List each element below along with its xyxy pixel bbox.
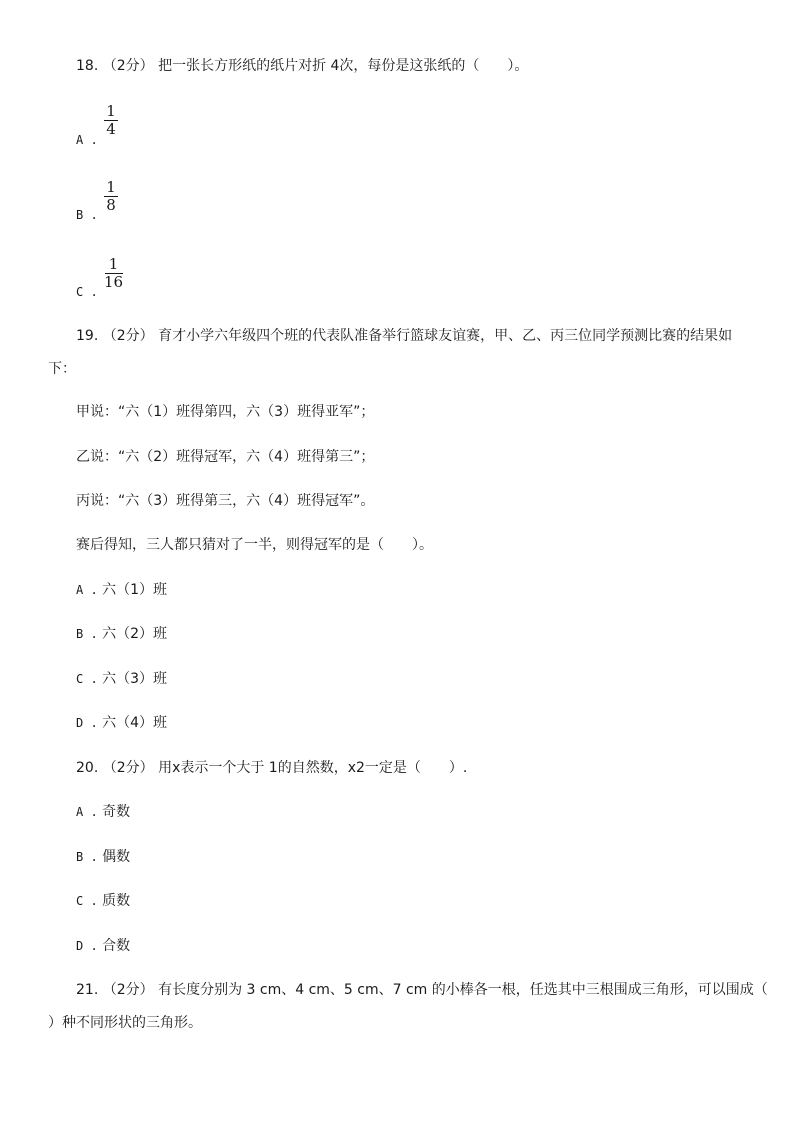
q19-statement-2: 乙说：“六（2）班得冠军，六（4）班得第三”； (76, 449, 375, 465)
option-text: 偶数 (102, 849, 131, 865)
q18-option-a-label (76, 131, 98, 149)
option-text: 奇数 (102, 804, 131, 820)
option-key: D . (76, 939, 98, 953)
q19-question: 赛后得知，三人都只猜对了一半，则得冠军的是（ ）。 (76, 537, 433, 553)
q19-stem-line1: 19. （2分） 育才小学六年级四个班的代表队准备举行篮球友谊赛，甲、乙、丙三位同学预测比赛的结果如 (76, 328, 733, 344)
q19-stem-line2: 下： (48, 361, 76, 377)
option-key: C . (76, 672, 98, 686)
q20-option-a (76, 803, 130, 821)
q20-option-b (76, 848, 130, 866)
option-text: 六（2）班 (102, 626, 168, 642)
option-text: 六（1）班 (102, 582, 168, 598)
q19-statement-1: 甲说：“六（1）班得第四，六（3）班得亚军”； (76, 404, 375, 420)
option-text: 合数 (102, 938, 131, 954)
option-key: B . (76, 627, 98, 641)
fraction-numerator: 1 (108, 255, 119, 273)
q19-option-a (76, 581, 167, 599)
option-key: B . (76, 208, 98, 222)
option-text: 六（4）班 (102, 715, 168, 731)
q18-option-c-fraction (104, 257, 123, 290)
option-key: B . (76, 850, 98, 864)
option-key: A . (76, 133, 98, 147)
q18-option-a-fraction (104, 104, 118, 137)
q18-option-b-fraction (104, 180, 118, 213)
q20-stem: 20. （2分） 用x表示一个大于 1的自然数，x2一定是（ ）. (76, 760, 468, 776)
q18-option-b-label (76, 206, 98, 224)
option-key: D . (76, 716, 98, 730)
q19-option-d (76, 714, 167, 732)
q19-statement-3: 丙说：“六（3）班得第三，六（4）班得冠军”。 (76, 493, 375, 509)
q21-stem-line2: ）种不同形状的三角形。 (48, 1015, 202, 1031)
fraction-numerator: 1 (106, 102, 116, 120)
q19-option-b (76, 625, 167, 643)
q21-stem-line1: 21. （2分） 有长度分别为 3 cm、4 cm、5 cm、7 cm 的小棒各一根，任选其中三根围成三角形，可以围成（ (76, 982, 768, 998)
option-key: C . (76, 285, 98, 299)
fraction-denominator: 16 (104, 273, 124, 291)
option-key: C . (76, 894, 98, 908)
q19-option-c (76, 670, 167, 688)
fraction-denominator: 8 (106, 196, 116, 214)
option-text: 质数 (102, 893, 131, 909)
option-key: A . (76, 805, 98, 819)
fraction-numerator: 1 (106, 178, 116, 196)
q20-option-d (76, 937, 130, 955)
q18-option-c-label (76, 283, 98, 301)
q18-stem: 18. （2分） 把一张长方形纸的纸片对折 4次，每份是这张纸的（ ）。 (76, 58, 529, 74)
option-key: A . (76, 583, 98, 597)
option-text: 六（3）班 (102, 671, 168, 687)
q20-option-c (76, 892, 130, 910)
fraction-denominator: 4 (106, 120, 116, 138)
